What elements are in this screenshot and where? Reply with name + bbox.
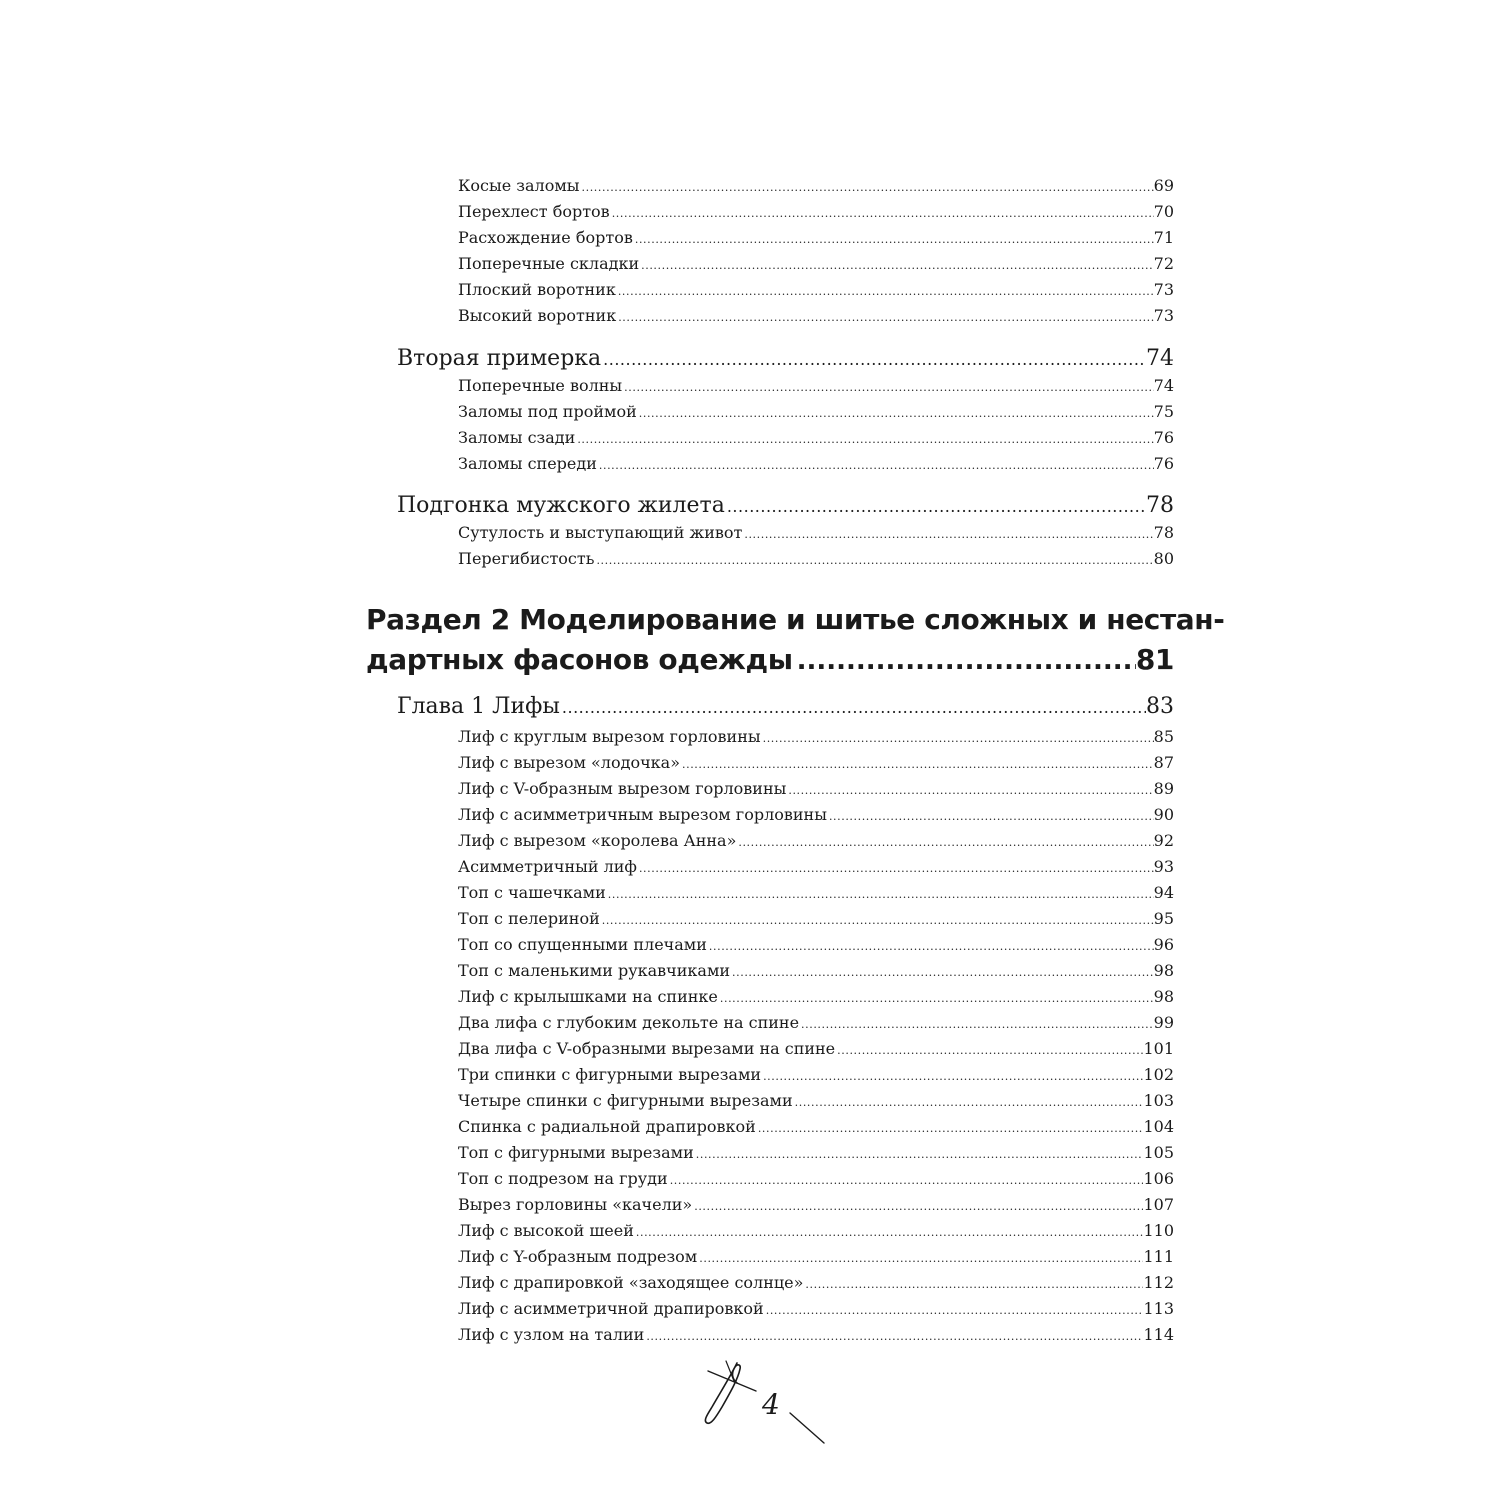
- toc-entry-page: 101: [1143, 1039, 1174, 1058]
- dot-leader: [637, 404, 1154, 424]
- toc-entry-title: Заломы под проймой: [458, 402, 637, 421]
- toc-entry[interactable]: [458, 1221, 1174, 1243]
- toc-entry-title: Два лифа с глубоким декольте на спине: [458, 1013, 800, 1032]
- toc-entry-title: Заломы спереди: [458, 454, 597, 473]
- toc-entry-title: Косые заломы: [458, 176, 580, 195]
- toc-entry-title: Лиф с вырезом «лодочка»: [458, 753, 680, 772]
- page-number: 4: [762, 1388, 780, 1421]
- toc-entry-title: Топ с фигурными вырезами: [458, 1143, 694, 1162]
- dot-leader: [736, 833, 1153, 853]
- toc-entry-title: Асимметричный лиф: [458, 857, 637, 876]
- toc-entry-title: Лиф с асимметричным вырезом горловины: [458, 805, 827, 824]
- toc-entry-title: Лиф с V-образным вырезом горловины: [458, 779, 787, 798]
- toc-entry-page: 103: [1143, 1091, 1174, 1110]
- toc-entry-page: 89: [1153, 779, 1174, 798]
- toc-section-page: 74: [1146, 346, 1174, 371]
- toc-entry[interactable]: [458, 454, 1174, 476]
- toc-entry-page: 76: [1153, 454, 1174, 473]
- dot-leader: [600, 911, 1154, 931]
- toc-entry[interactable]: [458, 987, 1174, 1009]
- toc-entry[interactable]: [458, 1091, 1174, 1113]
- dot-leader: [616, 308, 1153, 328]
- toc-entry-page: 70: [1153, 202, 1174, 221]
- toc-entry-title: Лиф с драпировкой «заходящее солнце»: [458, 1273, 804, 1292]
- toc-entry-title: Топ с подрезом на груди: [458, 1169, 668, 1188]
- toc-entry-title: Лиф с узлом на талии: [458, 1325, 645, 1344]
- dot-leader: [761, 1067, 1143, 1087]
- toc-entry-page: 72: [1153, 254, 1174, 273]
- dot-leader: [634, 1223, 1144, 1243]
- toc-entry-page: 107: [1143, 1195, 1174, 1214]
- toc-entry-page: 105: [1143, 1143, 1174, 1162]
- toc-entry-page: 112: [1143, 1273, 1174, 1292]
- dot-leader: [707, 937, 1154, 957]
- dot-leader: [697, 1249, 1143, 1269]
- dot-leader: [616, 282, 1154, 302]
- toc-entry[interactable]: [458, 935, 1174, 957]
- toc-entry-title: Лиф с круглым вырезом горловины: [458, 727, 761, 746]
- toc-entry-title: Лиф с высокой шеей: [458, 1221, 634, 1240]
- toc-entry-title: Лиф с Y-образным подрезом: [458, 1247, 698, 1266]
- dot-leader: [827, 807, 1154, 827]
- dot-leader: [601, 346, 1146, 374]
- toc-entry[interactable]: [458, 1195, 1174, 1217]
- toc-entry[interactable]: [458, 883, 1174, 905]
- toc-entry-page: 93: [1153, 857, 1174, 876]
- toc-entry[interactable]: [458, 857, 1174, 879]
- dot-leader: [799, 1015, 1154, 1035]
- toc-entry[interactable]: [458, 376, 1174, 398]
- toc-entry-page: 99: [1153, 1013, 1174, 1032]
- toc-entry-title: Перегибистость: [458, 549, 595, 568]
- toc-entry[interactable]: [458, 1117, 1174, 1139]
- dot-leader: [680, 755, 1154, 775]
- dot-leader: [606, 885, 1154, 905]
- toc-entry-page: 73: [1153, 306, 1174, 325]
- toc-entry[interactable]: [458, 1169, 1174, 1191]
- toc-entry-page: 98: [1153, 961, 1174, 980]
- toc-entry-title: Расхождение бортов: [458, 228, 633, 247]
- toc-entry-page: 111: [1143, 1247, 1174, 1266]
- toc-entry-title: Высокий воротник: [458, 306, 617, 325]
- dot-leader: [610, 204, 1154, 224]
- dot-leader: [764, 1301, 1144, 1321]
- part-heading-line1[interactable]: Раздел 2 Моделирование и шитье сложных и нестан-: [366, 603, 1225, 636]
- toc-entry[interactable]: [458, 306, 1174, 328]
- dot-leader: [756, 1119, 1144, 1139]
- toc-entry[interactable]: [458, 428, 1174, 450]
- toc-entry-title: Перехлест бортов: [458, 202, 610, 221]
- toc-entry-page: 110: [1143, 1221, 1174, 1240]
- toc-entry[interactable]: [458, 280, 1174, 302]
- toc-entry[interactable]: [458, 254, 1174, 276]
- toc-entry-title: Четыре спинки с фигурными вырезами: [458, 1091, 793, 1110]
- part-heading-page: 81: [1135, 643, 1174, 676]
- toc-entry-page: 90: [1153, 805, 1174, 824]
- toc-entry-page: 87: [1153, 753, 1174, 772]
- toc-entry-page: 114: [1143, 1325, 1174, 1344]
- toc-entry-page: 69: [1153, 176, 1174, 195]
- toc-entry-page: 98: [1153, 987, 1174, 1006]
- dot-leader: [730, 963, 1154, 983]
- dot-leader: [692, 1197, 1143, 1217]
- toc-entry-page: 106: [1143, 1169, 1174, 1188]
- dot-leader: [761, 729, 1154, 749]
- dot-leader: [835, 1041, 1143, 1061]
- dot-leader: [718, 989, 1154, 1009]
- dot-leader: [580, 178, 1154, 198]
- dot-leader: [668, 1171, 1144, 1191]
- toc-entry-page: 104: [1143, 1117, 1174, 1136]
- dot-leader: [633, 230, 1154, 250]
- dot-leader: [725, 493, 1146, 521]
- toc-entry[interactable]: [458, 1143, 1174, 1165]
- dot-leader: [639, 256, 1154, 276]
- toc-entry[interactable]: [458, 805, 1174, 827]
- dot-leader: [803, 1275, 1143, 1295]
- toc-entry-page: 113: [1143, 1299, 1174, 1318]
- toc-entry[interactable]: [458, 402, 1174, 424]
- toc-entry[interactable]: [458, 549, 1174, 571]
- dot-leader: [560, 694, 1146, 722]
- toc-entry-title: Лиф с крылышками на спинке: [458, 987, 718, 1006]
- toc-entry-title: Топ с чашечками: [458, 883, 606, 902]
- toc-section-page: 78: [1146, 493, 1174, 518]
- toc-entry[interactable]: [458, 1065, 1174, 1087]
- toc-entry-page: 94: [1153, 883, 1174, 902]
- toc-entry[interactable]: [458, 831, 1174, 853]
- dot-leader: [793, 1093, 1144, 1113]
- toc-entry[interactable]: [458, 202, 1174, 224]
- toc-entry-title: Плоский воротник: [458, 280, 616, 299]
- toc-entry-page: 74: [1153, 376, 1174, 395]
- toc-entry-page: 73: [1153, 280, 1174, 299]
- toc-chapter-title: Глава 1 Лифы: [397, 694, 560, 719]
- toc-entry-title: Поперечные складки: [458, 254, 640, 273]
- toc-entry[interactable]: [458, 727, 1174, 749]
- toc-entry[interactable]: [458, 1273, 1174, 1295]
- toc-entry[interactable]: [458, 753, 1174, 775]
- toc-entry-title: Заломы сзади: [458, 428, 576, 447]
- dot-leader: [694, 1145, 1144, 1165]
- toc-entry-page: 102: [1143, 1065, 1174, 1084]
- dot-leader: [622, 378, 1153, 398]
- toc-entry-title: Спинка с радиальной драпировкой: [458, 1117, 756, 1136]
- toc-entry[interactable]: [458, 523, 1174, 545]
- toc-entry-title: Лиф с асимметричной драпировкой: [458, 1299, 764, 1318]
- dot-leader: [575, 430, 1153, 450]
- toc-entry-page: 92: [1153, 831, 1174, 850]
- toc-entry-page: 96: [1153, 935, 1174, 954]
- toc-entry-title: Вырез горловины «качели»: [458, 1195, 693, 1214]
- toc-entry-title: Лиф с вырезом «королева Анна»: [458, 831, 737, 850]
- toc-entry-title: Сутулость и выступающий живот: [458, 523, 743, 542]
- toc-entry-title: Топ с маленькими рукавчиками: [458, 961, 731, 980]
- toc-entry-page: 78: [1153, 523, 1174, 542]
- toc-entry-title: Три спинки с фигурными вырезами: [458, 1065, 762, 1084]
- toc-entry[interactable]: [458, 1039, 1174, 1061]
- toc-entry[interactable]: [458, 779, 1174, 801]
- toc-section-title: Подгонка мужского жилета: [397, 493, 725, 518]
- dot-leader: [594, 551, 1153, 571]
- toc-section-entry[interactable]: [397, 492, 1174, 521]
- part-heading[interactable]: [366, 640, 1174, 681]
- toc-chapter-page: 83: [1146, 694, 1174, 719]
- dot-leader: [786, 781, 1153, 801]
- toc-entry-page: 75: [1153, 402, 1174, 421]
- toc-entry-title: Топ с пелериной: [458, 909, 600, 928]
- toc-entry[interactable]: [458, 961, 1174, 983]
- dot-leader: [644, 1327, 1143, 1347]
- toc-section-title: Вторая примерка: [397, 346, 602, 371]
- dot-leader: [597, 456, 1154, 476]
- dot-leader: [742, 525, 1153, 545]
- toc-entry-page: 85: [1153, 727, 1174, 746]
- toc-entry-title: Топ со спущенными плечами: [458, 935, 707, 954]
- toc-section-entry[interactable]: [397, 345, 1174, 374]
- toc-entry-title: Поперечные волны: [458, 376, 623, 395]
- toc-entry[interactable]: [458, 909, 1174, 931]
- toc-entry-page: 95: [1153, 909, 1174, 928]
- toc-entry[interactable]: [458, 176, 1174, 198]
- toc-entry[interactable]: [458, 1299, 1174, 1321]
- part-heading-line2: дартных фасонов одежды: [366, 643, 793, 676]
- toc-entry[interactable]: [458, 1325, 1174, 1347]
- toc-entry[interactable]: [458, 228, 1174, 250]
- toc-entry-page: 76: [1153, 428, 1174, 447]
- toc-entry-title: Два лифа с V-образными вырезами на спине: [458, 1039, 836, 1058]
- toc-entry[interactable]: [458, 1013, 1174, 1035]
- toc-entry[interactable]: [458, 1247, 1174, 1269]
- toc-entry-page: 71: [1153, 228, 1174, 247]
- dot-leader: [637, 859, 1154, 879]
- toc-chapter-entry[interactable]: [397, 693, 1174, 722]
- toc-entry-page: 80: [1153, 549, 1174, 568]
- dot-leader: [793, 641, 1136, 681]
